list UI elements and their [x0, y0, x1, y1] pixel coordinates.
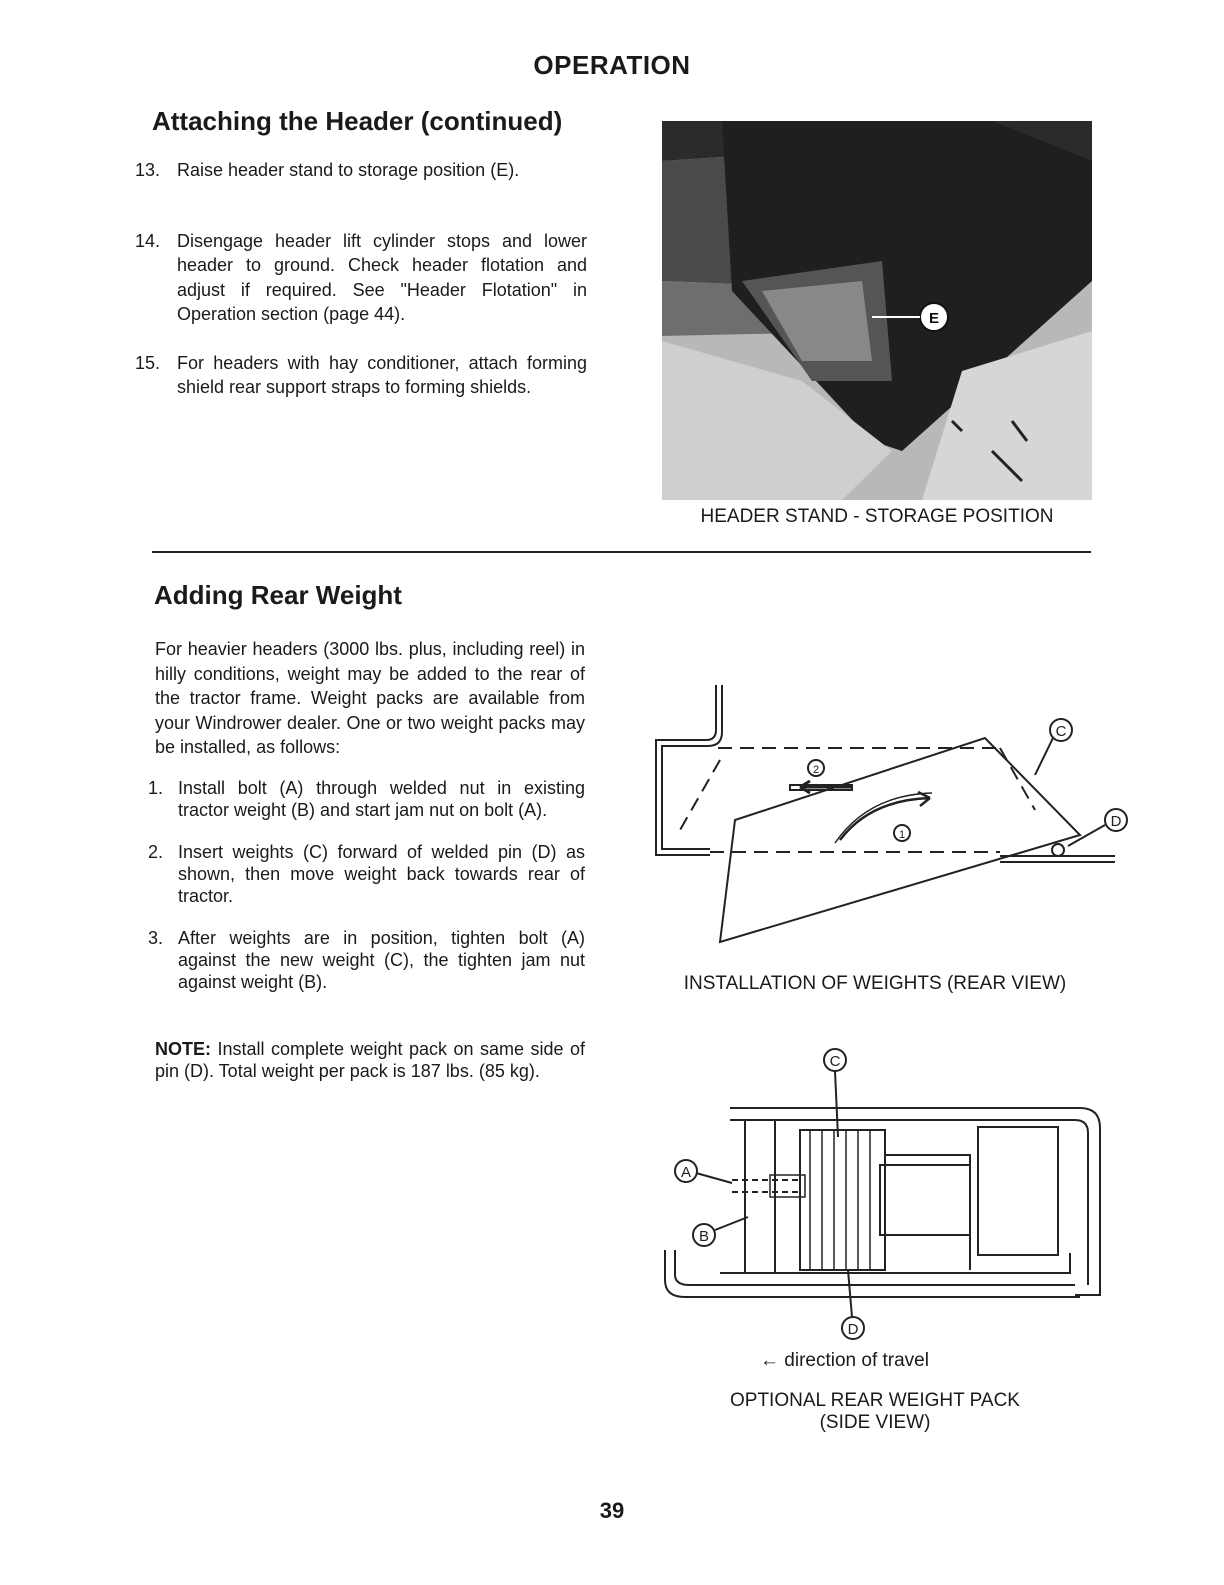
leader-d — [848, 1270, 852, 1317]
section-heading: OPERATION — [533, 50, 691, 80]
leader-a — [696, 1173, 732, 1183]
rear-weight-title: Adding Rear Weight — [154, 580, 402, 610]
note-paragraph — [155, 1038, 585, 1082]
list-item — [148, 927, 585, 993]
list-item — [135, 229, 587, 327]
step-text: After weights are in position, tighten bolt (A) against the new weight (C), the tighten jam nut against weight (B). — [178, 928, 585, 992]
tractor-frame-inner — [662, 685, 722, 849]
direction-text: direction of travel — [784, 1350, 929, 1371]
callout-d-label: D — [847, 1321, 859, 1338]
list-item — [148, 841, 585, 907]
callout-a-label: A — [680, 1164, 692, 1181]
step-number: 1. — [148, 778, 164, 798]
step-number: 13. — [135, 160, 161, 180]
list-item — [148, 777, 585, 821]
callout-step-1-label: 1 — [898, 829, 906, 841]
step-number: 15. — [135, 352, 161, 373]
step-text: Disengage header lift cylinder stops and lower header to ground. Check header flotation and adjust if required. See "Header Flotation" in Operation section (page 44). — [177, 230, 587, 324]
step-number: 2. — [148, 842, 164, 862]
leader-c — [835, 1071, 838, 1137]
page-number: 39 — [599, 1498, 625, 1523]
arrow-step-1 — [840, 792, 930, 840]
attaching-header-title: Attaching the Header (continued) — [152, 106, 563, 136]
leader-b — [715, 1217, 748, 1230]
hidden-edge-left — [680, 760, 720, 830]
rear-weight-steps-list — [148, 777, 585, 1013]
tractor-weight-b — [978, 1127, 1058, 1255]
callout-b-label: B — [698, 1228, 710, 1245]
direction-of-travel — [760, 1350, 929, 1372]
header-stand-photo — [662, 121, 1092, 500]
leader-c — [1035, 738, 1053, 775]
attaching-steps-list — [135, 158, 587, 424]
side-view-caption-line1: OPTIONAL REAR WEIGHT PACK — [730, 1390, 1020, 1411]
step-number: 14. — [135, 230, 161, 251]
step-number: 3. — [148, 928, 164, 948]
step-text: For headers with hay conditioner, attach forming shield rear support straps to forming shields. — [177, 352, 587, 397]
frame-top — [730, 1108, 1100, 1295]
weight-plates — [810, 1130, 870, 1270]
section-divider — [152, 551, 1091, 553]
weight-c-block — [800, 1130, 885, 1270]
note-label: NOTE: — [155, 1039, 211, 1059]
step-text: Install bolt (A) through welded nut in existing tractor weight (B) and start jam nut on bolt (A). — [178, 778, 585, 820]
rear-view-caption: INSTALLATION OF WEIGHTS (REAR VIEW) — [683, 973, 1067, 994]
pack-frame — [885, 1155, 970, 1270]
side-view-diagram — [660, 1045, 1120, 1345]
list-item — [135, 351, 587, 400]
photo-caption: HEADER STAND - STORAGE POSITION — [700, 506, 1054, 527]
callout-c-label: C — [1055, 723, 1067, 740]
frame-top-inner — [730, 1120, 1088, 1285]
step-text: Raise header stand to storage position (E). — [177, 160, 520, 180]
bolt-a — [732, 1180, 800, 1192]
callout-c-label: C — [829, 1053, 841, 1070]
side-view-caption-line2: (SIDE VIEW) — [819, 1412, 931, 1433]
welded-nut-block — [880, 1165, 970, 1235]
callout-step-2-label: 2 — [812, 764, 820, 776]
rear-view-diagram — [640, 680, 1140, 950]
photo-illustration — [662, 121, 1092, 500]
welded-pin — [1052, 844, 1064, 856]
list-item — [135, 158, 587, 183]
rear-weight-intro: For heavier headers (3000 lbs. plus, including reel) in hilly conditions, weight may be added to the rear of the tractor frame. Weight packs are available from your Windrower dealer. One or two weight packs may be installed, as follows: — [155, 639, 585, 757]
step-text: Insert weights (C) forward of welded pin (D) as shown, then move weight back towards rear of tractor. — [178, 842, 585, 906]
side-view-caption — [650, 1390, 1100, 1434]
direction-arrow-icon: ← — [760, 1350, 779, 1371]
callout-d-label: D — [1110, 813, 1122, 830]
hidden-edge-right — [1000, 748, 1035, 810]
note-text: Install complete weight pack on same side of pin (D). Total weight per pack is 187 lbs. (85 kg). — [155, 1039, 585, 1081]
callout-e-label: E — [928, 310, 940, 327]
tractor-frame-outline — [656, 685, 716, 855]
